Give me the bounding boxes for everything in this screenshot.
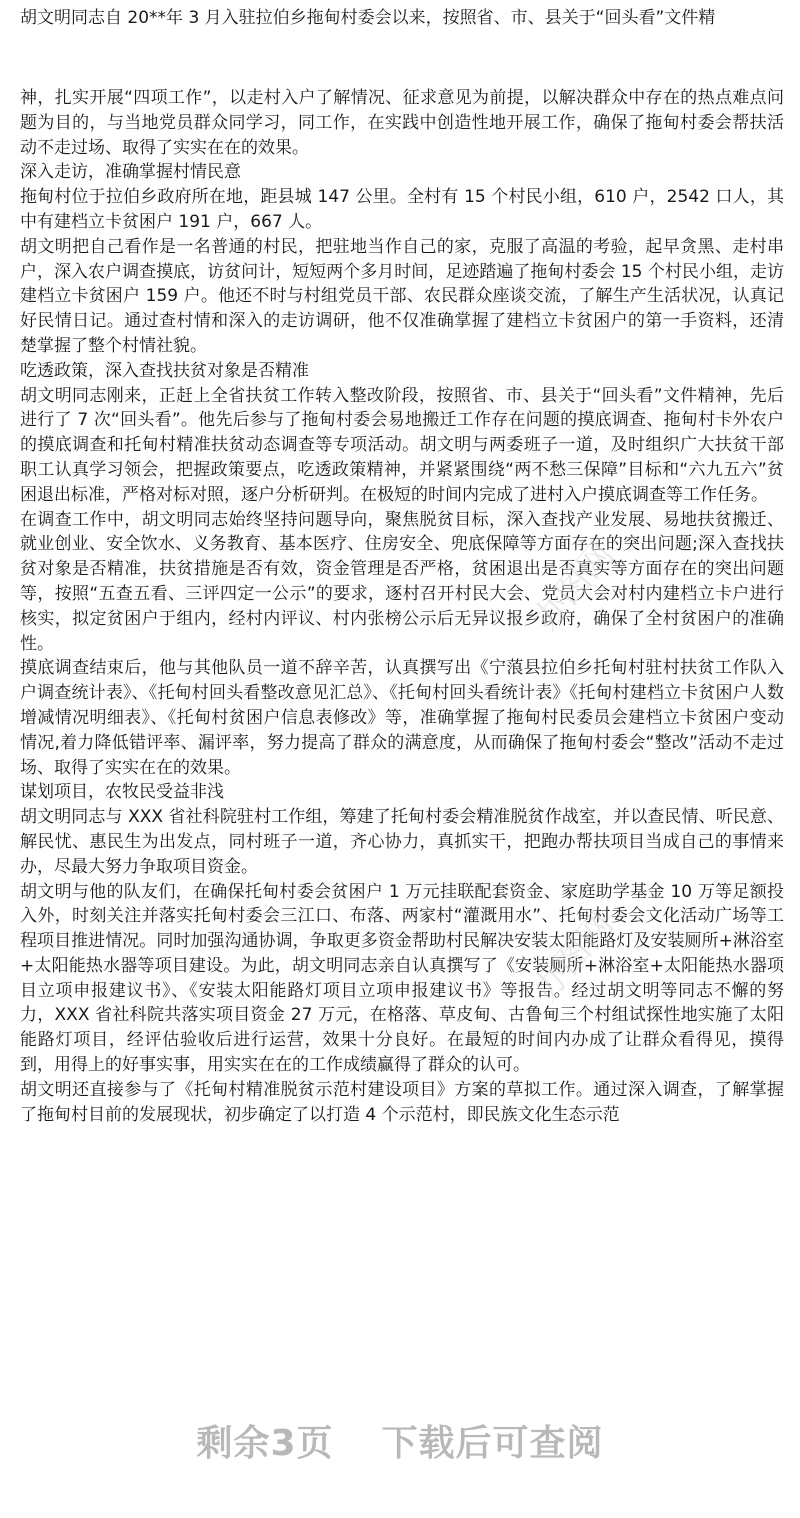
document-first-line: 胡文明同志自 20**年 3 月入驻拉伯乡拖甸村委会以来，按照省、市、县关于“回头看”文件精 [20,8,716,28]
paragraph: 摸底调查结束后，他与其他队员一道不辞辛苦，认真撰写出《宁蒗县拉伯乡托甸村驻村扶贫工作队入户调查统计表》、《托甸村回头看整改意见汇总》、《托甸村回头看统计表》《托甸村建档立卡贫困户人数增减情况明细表》、《托甸村贫困户信息表修改》等，准确掌握了拖甸村民委员会建档立卡贫困户变动情况,着力降低错评率、漏评率，努力提高了群众的满意度，从而确保了拖甸村委会“整改”活动不走过场、取得了实实在在的效果。 [20,658,784,778]
watermark: 办图网 [525,534,622,639]
remaining-pages-label: 剩余3页 [196,1423,334,1464]
paragraph: 胡文明还直接参与了《托甸村精准脱贫示范村建设项目》方案的草拟工作。通过深入调查，了解掌握了拖甸村目前的发展现状，初步确定了以打造 4 个示范村，即民族文化生态示范 [20,1079,784,1125]
section-heading: 吃透政策，深入查找扶贫对象是否精准 [20,360,309,381]
document-body [20,86,784,1127]
watermark: 办图网 [525,904,622,1009]
paragraph: 胡文明与他的队友们，在确保托甸村委会贫困户 1 万元挂联配套资金、家庭助学基金 10 万等足额投入外，时刻关注并落实托甸村委会三江口、布落、两家村“灌溉用水”、托甸村委会文化活动广场等工程项目推进情况。同时加强沟通协调，争取更多资金帮助村民解决安装太阳能路灯及安装厕所+淋浴室+太阳能热水器等项目建设。为此，胡文明同志亲自认真撰写了《安装厕所+淋浴室+太阳能热水器项目立项申报建议书》、《安装太阳能路灯项目立项申报建议书》等报告。经过胡文明等同志不懈的努力，XXX 省社科院共落实项目资金 27 万元，在格落、草皮甸、古鲁甸三个村组试探性地实施了太阳能路灯项目，经评估验收后进行运营，效果十分良好。在最短的时间内办成了让群众看得见，摸得到，用得上的好事实事，用实实在在的工作成绩赢得了群众的认可。 [20,881,784,1076]
paragraph: 胡文明同志刚来，正赶上全省扶贫工作转入整改阶段，按照省、市、县关于“回头看”文件精神，先后进行了 7 次“回头看”。他先后参与了拖甸村委会易地搬迁工作存在问题的摸底调查、拖甸村卡外农户的摸底调查和托甸村精准扶贫动态调查等专项活动。胡文明与两委班子一道，及时组织广大扶贫干部职工认真学习领会，把握政策要点，吃透政策精神，并紧紧围绕“两不愁三保障”目标和“六九五六”贫困退出标准，严格对标对照，逐户分析研判。在极短的时间内完成了进村入户摸底调查等工作任务。 [20,385,784,505]
paragraph: 胡文明把自己看作是一名普通的村民，把驻地当作自己的家，克服了高温的考验，起早贪黑、走村串户，深入农户调查摸底，访贫问计，短短两个多月时间，足迹踏遍了拖甸村委会 15 个村民小组，走访建档立卡贫困户 159 户。他还不时与村组党员干部、农民群众座谈交流，了解生产生活状况，认真记好民情日记。通过查村情和深入的走访调研，他不仅准确掌握了建档立卡贫困户的第一手资料，还清楚掌握了整个村情社貌。 [20,236,784,356]
download-prompt[interactable] [0,1415,800,1466]
paragraph: 胡文明同志与 XXX 省社科院驻村工作组，筹建了托甸村委会精准脱贫作战室，并以查民情、听民意、解民忧、惠民生为出发点，同村班子一道，齐心协力，真抓实干，把跑办帮扶项目当成自己的事情来办，尽最大努力争取项目资金。 [20,807,784,877]
section-heading: 谋划项目，农牧民受益非浅 [20,782,224,803]
paragraph: 神，扎实开展“四项工作”，以走村入户了解情况、征求意见为前提，以解决群众中存在的热点难点问题为目的，与当地党员群众同学习，同工作，在实践中创造性地开展工作，确保了拖甸村委会帮扶活动不走过场、取得了实实在在的效果。 [20,88,784,158]
paragraph: 拖甸村位于拉伯乡政府所在地，距县城 147 公里。全村有 15 个村民小组，610 户，2542 口人，其中有建档立卡贫困户 191 户，667 人。 [20,187,784,232]
download-to-view-label[interactable]: 下载后可查阅 [381,1423,604,1464]
paragraph: 在调查工作中，胡文明同志始终坚持问题导向，聚焦脱贫目标，深入查找产业发展、易地扶贫搬迁、就业创业、安全饮水、义务教育、基本医疗、住房安全、兜底保障等方面存在的突出问题;深入查找扶贫对象是否精准，扶贫措施是否有效，资金管理是否严格，贫困退出是否真实等方面存在的突出问题等，按照“五查五看、三评四定一公示”的要求，逐村召开村民大会、党员大会对村内建档立卡户进行核实，拟定贫困户于组内，经村内评议、村内张榜公示后无异议报乡政府，确保了全村贫困户的准确性。 [20,509,784,654]
section-heading: 深入走访，准确掌握村情民意 [20,162,241,183]
